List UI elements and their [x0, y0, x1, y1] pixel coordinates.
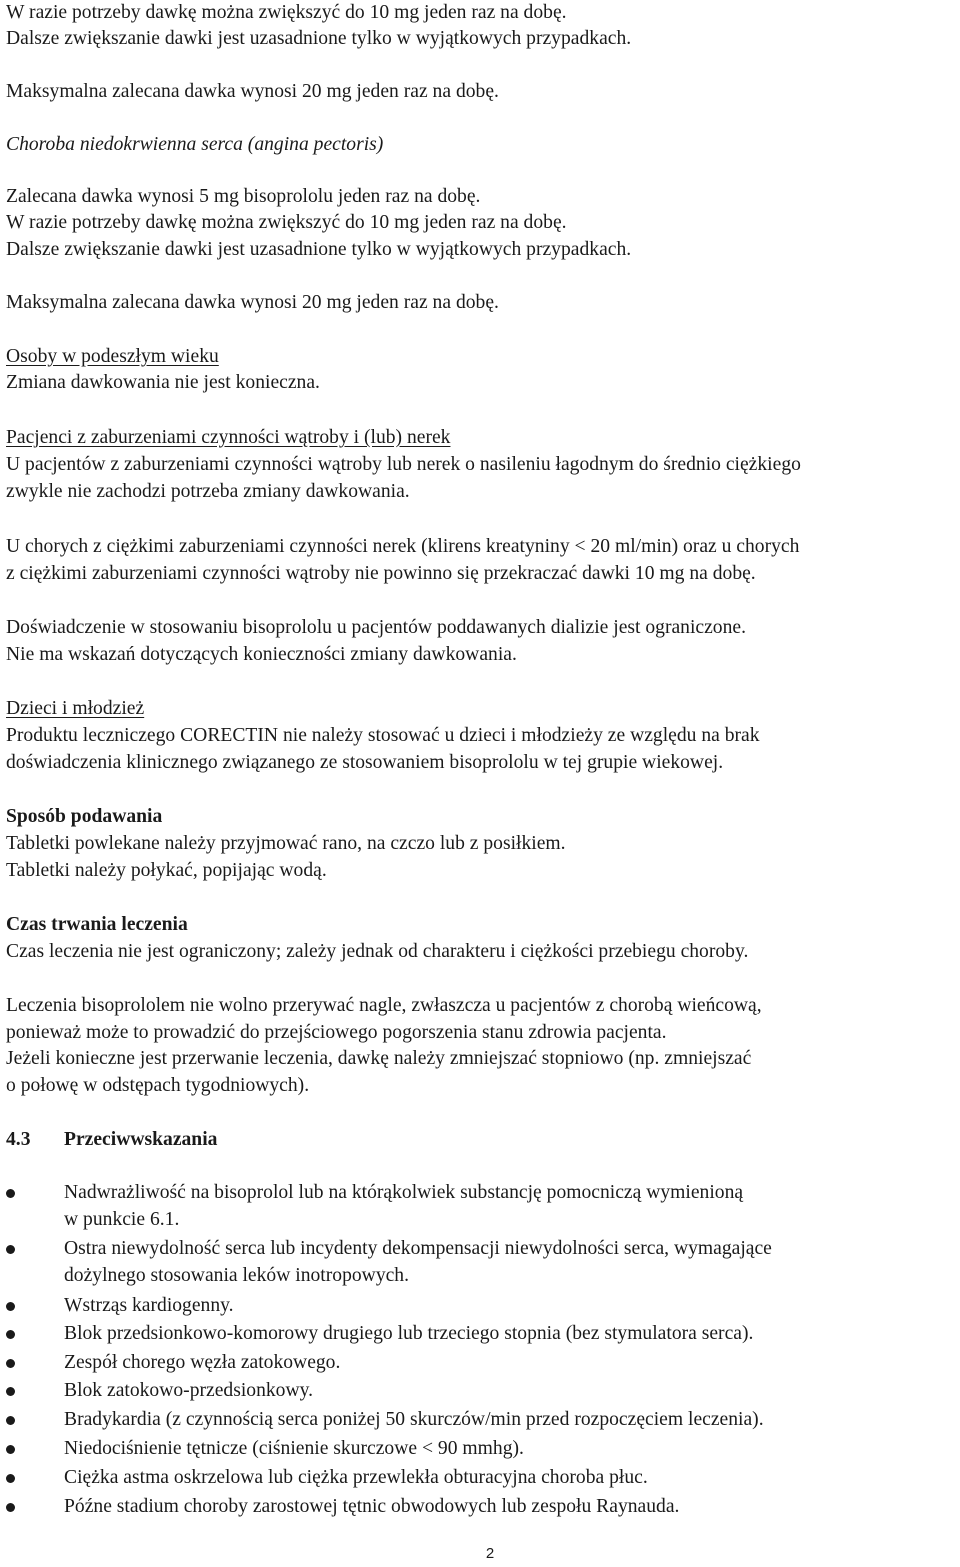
bullet-icon: [6, 1503, 15, 1512]
contraindication-item: Nadwrażliwość na bisoprolol lub na którąkolwiek substancję pomocniczą wymienioną: [64, 1182, 744, 1203]
contraindication-item: Późne stadium choroby zarostowej tętnic obwodowych lub zespołu Raynauda.: [64, 1496, 680, 1517]
children-text-1: Produktu leczniczego CORECTIN nie należy stosować u dzieci i młodzieży ze względu na brak: [6, 725, 760, 746]
angina-subheading: Choroba niedokrwienna serca (angina pectoris): [6, 134, 384, 155]
discontinuation-text-2: ponieważ może to prowadzić do przejściowego pogorszenia stanu zdrowia pacjenta.: [6, 1022, 667, 1043]
dialysis-text-1: Doświadczenie w stosowaniu bisoprololu u pacjentów poddawanych dializie jest ograniczone.: [6, 617, 746, 638]
elderly-text: Zmiana dawkowania nie jest konieczna.: [6, 372, 320, 393]
children-subheading: Dzieci i młodzież: [6, 698, 145, 719]
section-title: Przeciwwskazania: [64, 1129, 218, 1150]
hepatic-renal-subheading: Pacjenci z zaburzeniami czynności wątroby i (lub) nerek: [6, 427, 451, 448]
bullet-icon: [6, 1330, 15, 1339]
contraindication-item-continued: dożylnego stosowania leków inotropowych.: [64, 1265, 410, 1286]
discontinuation-text-3: Jeżeli konieczne jest przerwanie leczenia, dawkę należy zmniejszać stopniowo (np. zmniejszać: [6, 1048, 752, 1069]
discontinuation-text-1: Leczenia bisoprololem nie wolno przerywać nagle, zwłaszcza u pacjentów z chorobą wieńcową,: [6, 995, 762, 1016]
administration-text-2: Tabletki należy połykać, popijając wodą.: [6, 860, 327, 881]
contraindication-item: Zespół chorego węzła zatokowego.: [64, 1352, 341, 1373]
bullet-icon: [6, 1302, 15, 1311]
elderly-subheading: Osoby w podeszłym wieku: [6, 346, 219, 367]
duration-heading: Czas trwania leczenia: [6, 914, 188, 935]
contraindication-item: Blok przedsionkowo-komorowy drugiego lub trzeciego stopnia (bez stymulatora serca).: [64, 1323, 754, 1344]
contraindication-item: Bradykardia (z czynnością serca poniżej 50 skurczów/min przed rozpoczęciem leczenia).: [64, 1409, 764, 1430]
severe-impairment-text-1: U chorych z ciężkimi zaburzeniami czynności nerek (klirens kreatyniny < 20 ml/min) oraz u chorych: [6, 536, 800, 557]
angina-dose-increase: W razie potrzeby dawkę można zwiększyć do 10 mg jeden raz na dobę.: [6, 212, 567, 233]
contraindication-item: Ciężka astma oskrzelowa lub ciężka przewlekła obturacyjna choroba płuc.: [64, 1467, 648, 1488]
bullet-icon: [6, 1189, 15, 1198]
contraindication-item: Wstrząs kardiogenny.: [64, 1295, 234, 1316]
contraindication-item-continued: w punkcie 6.1.: [64, 1209, 180, 1230]
bullet-icon: [6, 1359, 15, 1368]
bullet-icon: [6, 1474, 15, 1483]
dose-increase-line-2: Dalsze zwiększanie dawki jest uzasadnione tylko w wyjątkowych przypadkach.: [6, 28, 632, 49]
bullet-icon: [6, 1387, 15, 1396]
administration-text-1: Tabletki powlekane należy przyjmować rano, na czczo lub z posiłkiem.: [6, 833, 566, 854]
dialysis-text-2: Nie ma wskazań dotyczących konieczności zmiany dawkowania.: [6, 644, 517, 665]
angina-further-increase: Dalsze zwiększanie dawki jest uzasadnione tylko w wyjątkowych przypadkach.: [6, 239, 632, 260]
hepatic-renal-text-1: U pacjentów z zaburzeniami czynności wątroby lub nerek o nasileniu łagodnym do średnio ciężkiego: [6, 454, 801, 475]
bullet-icon: [6, 1416, 15, 1425]
bullet-icon: [6, 1445, 15, 1454]
max-dose-line-1: Maksymalna zalecana dawka wynosi 20 mg jeden raz na dobę.: [6, 81, 499, 102]
contraindication-item: Niedociśnienie tętnicze (ciśnienie skurczowe < 90 mmhg).: [64, 1438, 524, 1459]
children-text-2: doświadczenia klinicznego związanego ze stosowaniem bisoprololu w tej grupie wiekowej.: [6, 752, 724, 773]
section-number: 4.3: [6, 1129, 31, 1150]
contraindication-item: Blok zatokowo-przedsionkowy.: [64, 1380, 314, 1401]
angina-max-dose: Maksymalna zalecana dawka wynosi 20 mg jeden raz na dobę.: [6, 292, 499, 313]
contraindication-item: Ostra niewydolność serca lub incydenty dekompensacji niewydolności serca, wymagające: [64, 1238, 772, 1259]
bullet-icon: [6, 1245, 15, 1254]
administration-heading: Sposób podawania: [6, 806, 163, 827]
dose-increase-line-1: W razie potrzeby dawkę można zwiększyć do 10 mg jeden raz na dobę.: [6, 2, 567, 23]
duration-text: Czas leczenia nie jest ograniczony; zależy jednak od charakteru i ciężkości przebiegu choroby.: [6, 941, 749, 962]
discontinuation-text-4: o połowę w odstępach tygodniowych).: [6, 1075, 310, 1096]
severe-impairment-text-2: z ciężkimi zaburzeniami czynności wątroby nie powinno się przekraczać dawki 10 mg na dobę.: [6, 563, 756, 584]
page-number: 2: [485, 1545, 495, 1562]
hepatic-renal-text-2: zwykle nie zachodzi potrzeba zmiany dawkowania.: [6, 481, 410, 502]
angina-recommended-dose: Zalecana dawka wynosi 5 mg bisoprololu jeden raz na dobę.: [6, 186, 481, 207]
